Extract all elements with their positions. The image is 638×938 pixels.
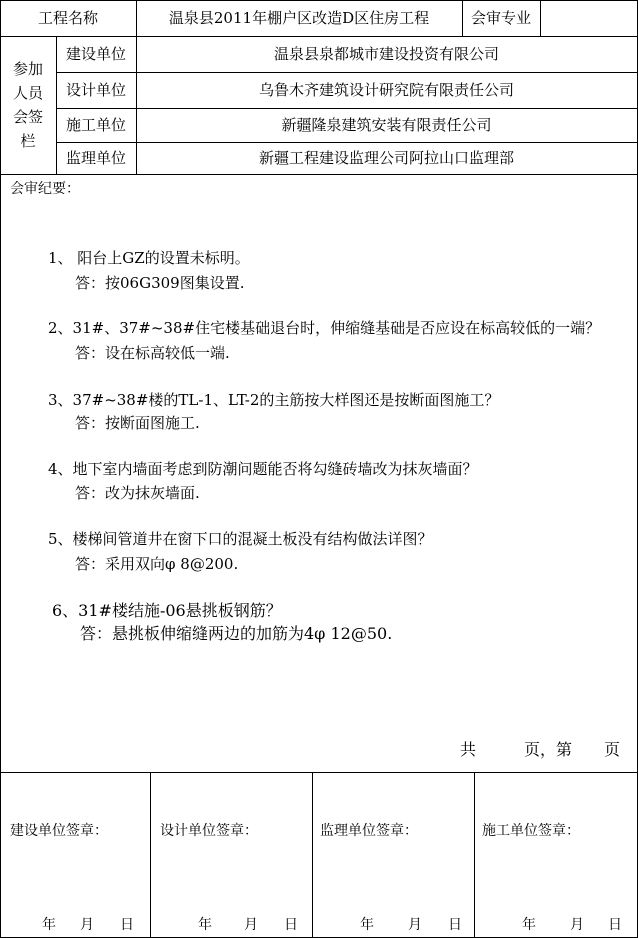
answer-item: 答：按06G309图集设置. [75,274,245,292]
signature-month: 月 [570,917,584,933]
rule-header [0,36,638,37]
question-item: 2、31#、37#~38#住宅楼基础退台时，伸缩缝基础是否应设在标高较低的一端？ [48,319,601,337]
rule-participants [0,174,638,175]
signature-label: 建设单位签章： [10,823,108,839]
answer-item: 答：采用双向φ 8@200. [75,555,239,573]
participant-org: 新疆工程建设监理公司阿拉山口监理部 [258,149,514,167]
signature-month: 月 [408,917,422,933]
participant-role: 建设单位 [65,45,126,63]
rule-row1 [56,72,638,73]
signature-year: 年 [360,917,374,933]
signature-year: 年 [42,917,56,933]
question-item: 3、37#~38#楼的TL-1、LT-2的主筋按大样图还是按断面图施工？ [48,391,500,409]
participant-role: 监理单位 [65,149,126,167]
rule-v-sign2 [312,772,313,938]
question-item: 4、地下室内墙面考虑到防潮问题能否将勾缝砖墙改为抹灰墙面？ [48,460,478,478]
participant-role: 施工单位 [65,116,126,134]
signature-day: 日 [448,917,462,933]
project-name-label: 工程名称 [37,9,98,27]
rule-summary [0,772,638,773]
signature-year: 年 [522,917,536,933]
participant-role: 设计单位 [65,81,126,99]
rule-row2 [56,108,638,109]
question-item: 6、31#楼结施-06悬挑板钢筋？ [52,601,282,620]
participants-side-label: 参加人员会签栏 [12,60,43,150]
signature-month: 月 [80,917,94,933]
signature-month: 月 [244,917,258,933]
question-item: 1、 阳台上GZ的设置未标明。 [48,249,250,267]
signature-year: 年 [198,917,212,933]
answer-item: 答：设在标高较低一端. [75,344,230,362]
question-item: 5、楼梯间管道井在窗下口的混凝土板没有结构做法详图？ [48,530,433,548]
rule-v-sign1 [150,772,151,938]
answer-item: 答：悬挑板伸缩缝两边的加筋为4φ 12@50. [80,624,393,643]
answer-item: 答：改为抹灰墙面. [75,484,200,502]
participant-org: 乌鲁木齐建筑设计研究院有限责任公司 [258,81,514,99]
page-unit-label: 页 [604,740,621,759]
border-top [0,0,638,1]
summary-title: 会审纪要： [10,181,80,197]
signature-day: 日 [608,917,622,933]
project-name-value: 温泉县2011年棚户区改造D区住房工程 [168,9,430,27]
page-total-label: 共 [460,740,477,759]
participant-org: 新疆隆泉建筑安装有限责任公司 [281,116,492,134]
signature-label: 监理单位签章： [320,823,418,839]
participant-org: 温泉县泉都城市建设投资有限公司 [273,45,499,63]
signature-label: 施工单位签章： [482,823,580,839]
signature-day: 日 [120,917,134,933]
answer-item: 答：按断面图施工. [75,414,200,432]
rule-v-header3 [540,0,541,36]
rule-v-sign3 [474,772,475,938]
rule-row3 [56,142,638,143]
page-current-label: 页，第 [524,740,573,759]
review-specialty-label: 会审专业 [470,9,531,27]
signature-label: 设计单位签章： [160,823,258,839]
signature-day: 日 [284,917,298,933]
